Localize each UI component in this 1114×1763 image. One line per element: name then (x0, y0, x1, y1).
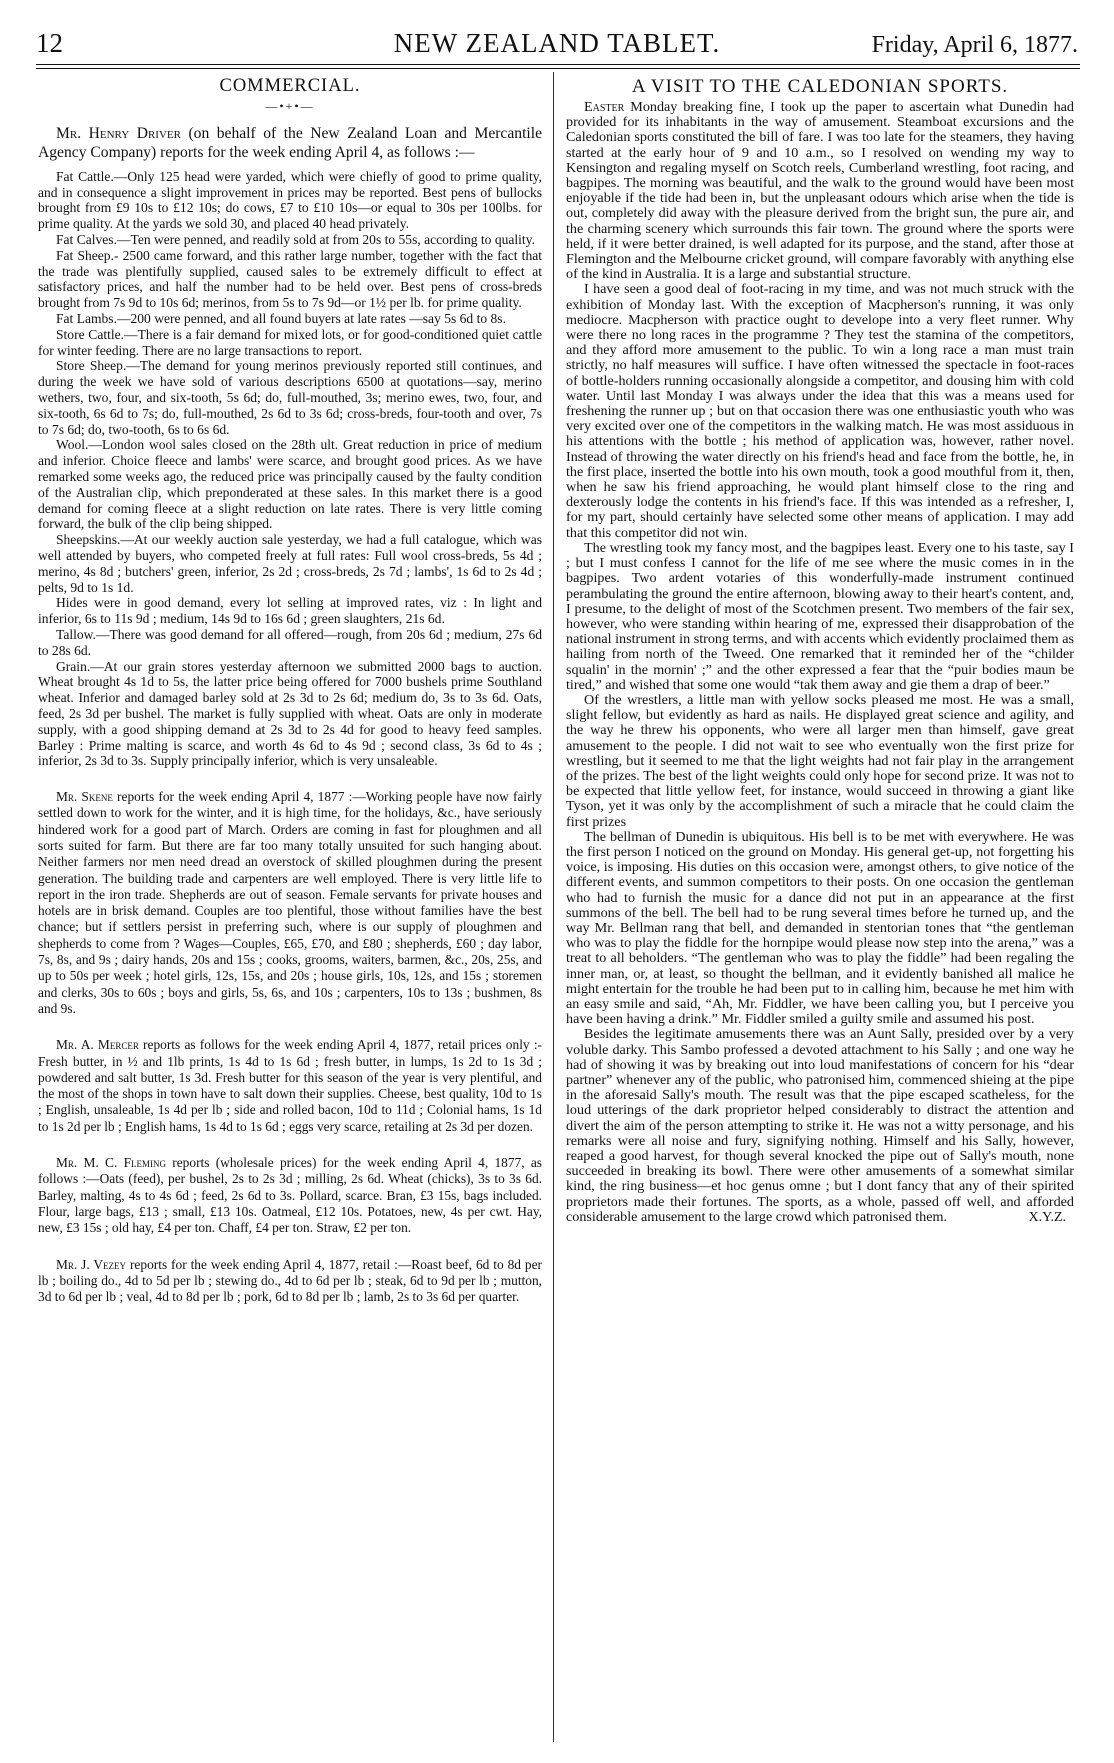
fat-cattle-paragraph: Fat Cattle.—Only 125 head were yarded, which were chiefly of good to prime quality, and in consequence a slight improvement in prices may be reported. Best pens of bullocks brought from £9 10s to £12 10s; do cows, £7 to £10 10s—or equal to 30s per 100lbs. for prime quality. At the yards we sold 30, and placed 40 head privately. (38, 168, 542, 232)
report-text: reports for the week ending April 4, 1877, retail :—Roast beef, 6d to 8d per lb ; boiling do., 4d to 5d per lb ; stewing do., 4d to 6d per lb ; steak, 6d to 9d per lb ; mutton, 3d to 6d per lb ; veal, 4d to 8d per lb ; pork, 6d to 8d per lb ; lamb, 2s to 3s 6d per quarter. (38, 1256, 543, 1305)
column-divider (553, 72, 554, 1742)
reporter-name: Mr. M. C. Fleming (56, 1155, 167, 1171)
first-word: Easter (584, 99, 625, 115)
tallow-paragraph: Tallow.—There was good demand for all offered—rough, from 20s 6d ; medium, 27s 6d to 28s 6d. (38, 626, 542, 658)
report-text: reports as follows for the week ending April 4, 1877, retail prices only :- Fresh butter, in ½ and 1lb prints, 1s 4d to 1s 6d ; fresh butter, in lumps, 1s 2d to 1s 3d ; powdered and salt butter, 1s 3d. Fresh butter for this season of the year is very plentiful, and the most of the shops in town have to salt down their supplies. Cheese, best quality, 10d to 1s ; English, unsaleable, 1s 4d per lb ; side and rolled bacon, 10d to 11d ; Colonial hams, 1s 1d to 1s 2d per lb ; English hams, 1s 4d to 1s 6d ; eggs very scarce, retailing at 2s 3d per dozen. (38, 1037, 542, 1134)
fat-lambs-paragraph: Fat Lambs.—200 were penned, and all found buyers at late rates —say 5s 6d to 8s. (56, 310, 506, 326)
article-column (566, 72, 1074, 1226)
store-sheep-paragraph: Store Sheep.—The demand for young merinos previously reported still continues, and during the week we have sold of various descriptions 6500 at quotations—say, merino wethers, two, four, and six-tooth, 5s 6d; do, full-mouthed, 3s; merino ewes, two, four, and six-tooth, 6s 6d to 7s; do, full-mouthed, 2s 6d to 3s 6d; cross-breds, four-tooth and over, 7s to 7s 6d; do, two-tooth, 6s to 6s 6d. (38, 358, 542, 437)
masthead (30, 22, 1084, 62)
mercer-report (38, 1037, 542, 1135)
masthead-rule (36, 64, 1080, 65)
vezey-report (38, 1257, 542, 1306)
market-report (38, 169, 542, 769)
masthead-rule (36, 68, 1080, 69)
article-heading: A VISIT TO THE CALEDONIAN SPORTS. (631, 76, 1009, 97)
reporter-name: Mr. J. Vezey (56, 1256, 127, 1272)
reporter-name: Mr. A. Mercer (56, 1037, 139, 1053)
article-paragraph: The bellman of Dunedin is ubiquitous. His bell is to be met with everywhere. He was the first person I noticed on the ground on Monday. His general get-up, not forgetting his voice, is imposing. His duties on this occasion were, amongst others, to give notice of the different events, and summon competitors to their posts. On one occasion the gentleman who had to furnish the music for a dance did not put in an appearance at the first summons of the bell. The bell had to be rung several times before he turned up, and the way Mr. Bellman rang that bell, and demanded in stentorian tones that “the gentleman who was to play the fiddle for the hornpipe would please now step into the arena,” was a treat to all beholders. “The gentleman who was to play the fiddle” had been regaling the inner man, or, at least, so thought the bellman, and it evidently banished all malice he might entertain for the trouble he had been put to in calling him, because he met him with an easy smile and said, “Ah, Mr. Fiddler, we have been calling you, but I perceive you have been having a drink.” Mr. Fiddler smiled a guilty smile and assumed his post. (566, 828, 1074, 1028)
wool-paragraph: Wool.—London wool sales closed on the 28th ult. Great reduction in price of medium and inferior. Choice fleece and lambs' were scarce, and brought good prices. As we have remarked some weeks ago, the reduced price was principally caused by the faulty condition of the Australian clip, which preponderated at these sales. In this market there is a good demand for coming fleece at a slight reduction on late rates. There is very little coming forward, the bulk of the clip being shipped. (38, 437, 542, 532)
report-text: reports for the week ending April 4, 1877 :—Working people have now fairly settled down to work for the winter, and it is high time, for the holidays, &c., have seriously hindered work for a good part of March. Orders are coming in fast for ploughmen and all sorts suited for farm. But there are far too many totally unsuited for such hanging about. Neither farmers nor men need dread an overstock of skilled ploughmen during the present generation. The building trade and carpenters are well employed. There is very little life to report in the iron trade. Shepherds are out of season. Female servants for private houses and hotels are in brisk demand. Couples are too plentiful, those without families have the best chance; but if settlers persist in preferring such, where is our supply of ploughmen and shepherds to come from ? Wages—Couples, £65, £70, and £80 ; shepherds, £60 ; day labor, 7s, 8s, and 9s ; dairy hands, 20s and 15s ; cooks, grooms, waiters, barmen, &c., 20s, 25s, and up to 50s per week ; hotel girls, 12s, 15s, and 20s ; house girls, 10s, 12s, and 15s ; storemen and clerks, 30s to 60s ; boys and girls, 5s, 6s, and 10s ; carpenters, 10s to 13s ; bushmen, 8s and 9s. (38, 789, 543, 1016)
report-text: (on behalf of the New Zealand Loan and Mercantile Agency Company) reports for the week ending April 4, as follows :— (38, 125, 542, 162)
article-paragraph (566, 100, 1074, 282)
article-paragraph: The wrestling took my fancy most, and the bagpipes least. Every one to his taste, say I ; but I must confess I cannot for the life of me see where the music comes in in the bagpipes. Two ardent votaries of this wonderfully-made instrument continued perambulating the ground the entire afternoon, blowing away to their heart's content, and, I presume, to the delight of most of the Scotchmen present. Two members of the fair sex, however, who were standing within hearing of me, expressed their disapprobation of the national instrument in strong terms, and with accents which evidently proclaimed them as hailing from north of the Tweed. One remarked that it reminded her of the “childer squalin' in the mornin' ;” and the other expressed a fear that the “puir bodies maun be tired,” and wished that some one would “tak them away and gie them a drap of beer.” (566, 539, 1074, 693)
publication-title: NEW ZEALAND TABLET. (393, 28, 721, 58)
author-signature: X.Y.Z. (1028, 1210, 1066, 1226)
page-number: 12 (36, 28, 63, 58)
reporter-name: Mr. Skene (56, 789, 113, 805)
driver-report-intro (38, 124, 542, 163)
hides-paragraph: Hides were in good demand, every lot selling at improved rates, viz : In light and inferior, 6s to 11s 9d ; medium, 14s 9d to 16s 6d ; green slaughters, 21s 6d. (38, 595, 542, 627)
report-text: reports (wholesale prices) for the week ending April 4, 1877, as follows :—Oats (feed), per bushel, 2s to 2s 3d ; milling, 2s 6d. Wheat (chicks), 3s to 3s 6d. Barley, malting, 4s to 4s 6d ; feed, 2s 6d to 3s. Pollard, scarce. Bran, £3 15s, bags included. Flour, large bags, £13 ; small, £13 10s. Oatmeal, £12 10s. Potatoes, new, 4s per cwt. Hay, new, £3 15s ; old hay, £4 per ton. Chaff, £4 per ton. Straw, £2 per ton. (38, 1155, 542, 1236)
commercial-heading: COMMERCIAL. (219, 76, 361, 96)
reporter-name: Mr. Henry Driver (56, 125, 181, 142)
paragraph-text: Monday breaking fine, I took up the paper to ascertain what Dunedin had provided for its inhabitants in the way of amusement. Steamboat excursions and the Caledonian sports constituted the bill of fare. I was too late for the steamers, they having started at the early hour of 9 and 10 a.m., so I resolved on wending my way to Kensington and regaling myself on Scotch reels, Cumberland wrestling, foot racing, and bagpipes. The morning was beautiful, and the walk to the ground would have been most enjoyable if the tide had been in, but the unpleasant odours which arise when the tide is out, completely did away with the pleasure derived from the bright sun, the pure air, and the charming scenery which surrounds this fair town. The ground where the sports were held, if it were better drained, is well adapted for its purpose, and the stand, after those at Flemington and the Melbourne cricket ground, will compare favorably with anything else of the kind in Australia. It is a large and substantial structure. (566, 99, 1074, 283)
fleming-report (38, 1155, 542, 1236)
article-paragraph: Besides the legitimate amusements there was an Aunt Sally, presided over by a very voluble darky. This Sambo professed a devoted attachment to his Sally ; and one way he had of showing it was by breaking out into loud manifestations of concern for his “dear partner” whenever any of the public, who patronised him, commenced shieing at the pipe in the aforesaid Sally's mouth. The result was that the pipe escaped scatheless, for the loud utterings of the dark proprietor helped considerably to distract the attention and divert the aim of the person attempting to strike it. He was not a witty personage, and his remarks were all noise and fury, signifying nothing. Himself and his Sally, however, reaped a good harvest, for though several knocked the pipe out of Sally's mouth, none succeeded in breaking its bowl. There were other amusements of a somewhat similar kind, the ring business—et hoc genus omne ; but I dont fancy that any of their spirited proprietors made their fortunes. The sports, as a whole, passed off well, and afforded considerable amusement to the large crowd which patronised them. (566, 1026, 1074, 1225)
store-cattle-paragraph: Store Cattle.—There is a fair demand for mixed lots, or for good-conditioned quiet cattle for winter feeding. There are no large transactions to report. (38, 326, 542, 358)
commercial-column (38, 72, 542, 1305)
issue-date: Friday, April 6, 1877. (871, 32, 1078, 58)
fat-calves-paragraph: Fat Calves.—Ten were penned, and readily sold at from 20s to 55s, according to quality. (56, 232, 535, 247)
heading-ornament: —•+•— (265, 99, 315, 113)
fat-sheep-paragraph: Fat Sheep.- 2500 came forward, and this rather large number, together with the fact that the trade was plentifully supplied, caused sales to be extremely difficult to effect at satisfactory prices, and half the number had to be held over. Best pens of cross-breds brought from 7s 9d to 10s 6d; merinos, from 5s to 7s 9d—or 1½ per lb. for prime quality. (38, 247, 542, 311)
sheepskins-paragraph: Sheepskins.—At our weekly auction sale yesterday, we had a full catalogue, which was well attended by buyers, who competed freely at full rates: Full wool cross-breds, 5s 4d ; merino, 4s 8d ; butchers' green, inferior, 2s 2d ; cross-breds, 2s 7d ; lambs', 1s 6d to 2s 4d ; pelts, 9d to 1s 1d. (38, 532, 542, 595)
article-paragraph: I have seen a good deal of foot-racing in my time, and was not much struck with the exhibition of Monday last. With the exception of Macpherson's running, it was only mediocre. Macpherson with practice ought to develope into a very fleet runner. Why were there no long races in the programme ? They test the stamina of the competitors, and they afford more amusement to the public. To win a long race a man must train strictly, no half measures will suffice. I have often witnessed the spectacle in foot-races of bottle-holders running occasionally alongside a competitor, and dousing him with cold water. Until last Monday I was always under the idea that this was a means used for freshening the runner up ; but on that occasion there was one enthusiastic youth who was very excited over one of the competitors in the walking match. He was most assiduous in his attentions with the bottle ; his method of application was, however, rather novel. Instead of throwing the water directly on his friend's head and face from the bottle, he, in the first place, inserted the bottle into his own mouth, took a good mouthful from it, then, when he saw his friend approaching, he would plant himself close to the ring and dexterously lodge the contents in his friend's face. If this was intended as a refresher, I, for my part, should certainly have selected some other means of application. I may add that this competitor did not win. (566, 281, 1074, 541)
skene-report (38, 789, 542, 1017)
article-paragraph: Of the wrestlers, a little man with yellow socks pleased me most. He was a small, slight fellow, but evidently as hard as nails. He displayed great science and agility, and the way he threw his opponents, who were all larger men than himself, gave great amusement to the people. I did not wait to see who eventually won the first prize for wrestling, but it seemed to me that the light weights had not fair play in the arrangement of the prizes. The best of the light weights could only hope for second prize. It was not to be expected that little yellow feet, for instance, would succeed in throwing a giant like Tyson, yet it was only by the accomplishment of such a miracle that he could claim the first prizes (566, 691, 1074, 830)
grain-paragraph: Grain.—At our grain stores yesterday afternoon we submitted 2000 bags to auction. Wheat brought 4s 1d to 5s, the latter price being offered for 7000 bushels prime Southland wheat. Inferior and damaged barley sold at 2s 3d to 2s 6d; medium do, 3s to 3s 6d. Oats, feed, 2s 3d per bushel. The market is fully supplied with wheat. Oats are only in moderate supply, with a good shipping demand at 2s 3d to 2s 4d for good to heavy feed samples. Barley : Prime malting is scarce, and worth 4s 6d to 4s 9d ; second class, 3s 6d to 4s ; inferior, 2s 3d to 3s. Supply principally inferior, which is very unsaleable. (38, 658, 542, 769)
